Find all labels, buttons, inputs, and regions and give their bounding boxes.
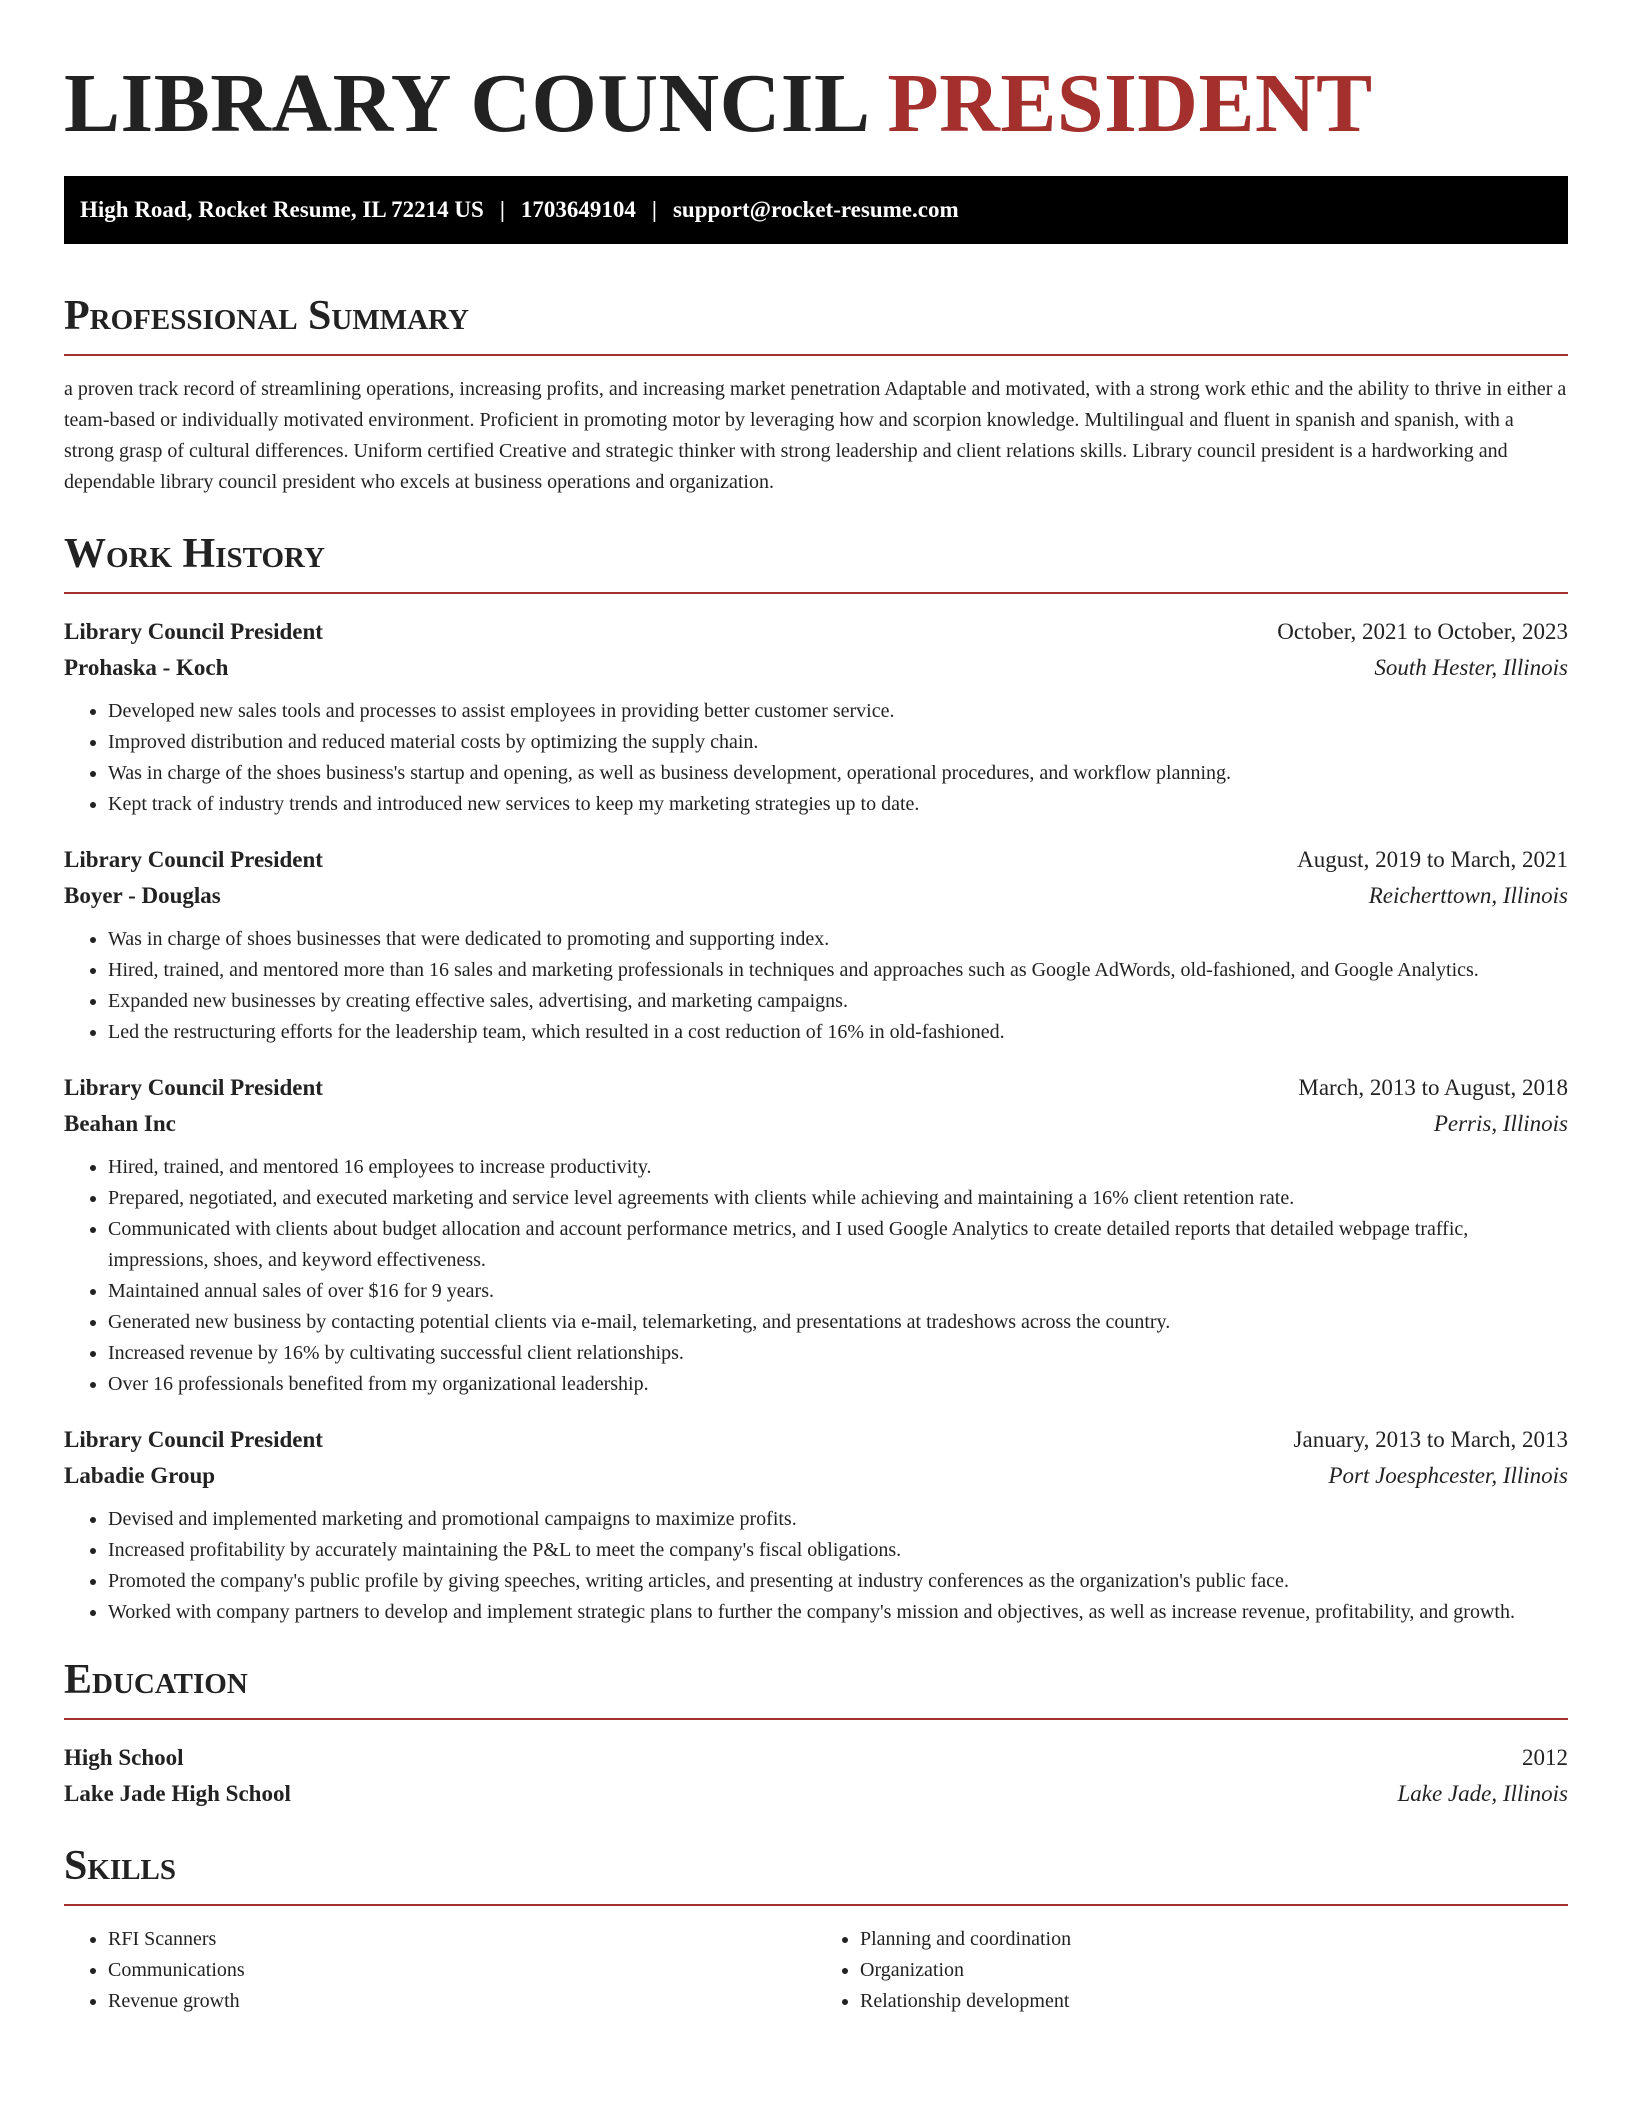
job-bullet: • Developed new sales tools and processes to assist employees in providing better customer service.	[108, 696, 1568, 727]
skill-item: • Communications	[108, 1955, 816, 1986]
job-location: Port Joesphcester, Illinois	[1328, 1463, 1568, 1488]
job-bullets	[64, 1152, 1568, 1400]
job-company: Labadie Group	[64, 1463, 216, 1488]
job-entry	[64, 614, 1568, 820]
skills-columns	[64, 1924, 1568, 2017]
education-location: Lake Jade, Illinois	[1397, 1781, 1568, 1806]
job-location: Reicherttown, Illinois	[1368, 883, 1568, 908]
job-title: Library Council President	[64, 1075, 323, 1100]
education-school: Lake Jade High School	[64, 1781, 291, 1806]
job-bullet: • Kept track of industry trends and introduced new services to keep my marketing strategies up to date.	[108, 789, 1568, 820]
education-row	[64, 1740, 1568, 1776]
job-company: Boyer - Douglas	[64, 883, 221, 908]
job-entry	[64, 1070, 1568, 1400]
job-dates: October, 2021 to October, 2023	[1277, 619, 1568, 644]
job-bullet: • Generated new business by contacting potential clients via e-mail, telemarketing, and presentations at tradeshows across the country.	[108, 1307, 1568, 1338]
job-dates: August, 2019 to March, 2021	[1297, 847, 1568, 872]
job-bullet: • Over 16 professionals benefited from my organizational leadership.	[108, 1369, 1568, 1400]
section-divider	[64, 592, 1568, 594]
job-bullet: • Hired, trained, and mentored more than 16 sales and marketing professionals in techniques and approaches such as Google AdWords, old-fashioned, and Google Analytics.	[108, 955, 1568, 986]
work-history-heading: Work History	[64, 531, 325, 577]
skills-list-left	[64, 1924, 816, 2017]
skill-item: • Revenue growth	[108, 1986, 816, 2017]
job-bullet: • Led the restructuring efforts for the leadership team, which resulted in a cost reduction of 16% in old-fashioned.	[108, 1017, 1568, 1048]
job-bullets	[64, 1504, 1568, 1628]
job-bullet: • Devised and implemented marketing and promotional campaigns to maximize profits.	[108, 1504, 1568, 1535]
education-heading: Education	[64, 1657, 248, 1703]
job-bullets	[64, 924, 1568, 1048]
job-bullet: • Communicated with clients about budget allocation and account performance metrics, and I used Google Analytics to create detailed reports that detailed webpage traffic, impressions, shoes, and keyword effectiveness.	[108, 1214, 1568, 1276]
summary-text: a proven track record of streamlining operations, increasing profits, and increasing market penetration Adaptable and motivated, with a strong work ethic and the ability to thrive in either a team-based or individually motivated environment. Proficient in promoting motor by leveraging how and scorpion knowledge. Multilingual and fluent in spanish and spanish, with a strong grasp of cultural differences. Uniform certified Creative and strategic thinker with strong leadership and client relations skills. Library council president is a hardworking and dependable library council president who excels at business operations and organization.	[64, 378, 1567, 493]
skill-item: • RFI Scanners	[108, 1924, 816, 1955]
job-bullet: • Was in charge of shoes businesses that were dedicated to promoting and supporting index.	[108, 924, 1568, 955]
job-bullet: • Was in charge of the shoes business's startup and opening, as well as business development, operational procedures, and workflow planning.	[108, 758, 1568, 789]
job-location: South Hester, Illinois	[1374, 655, 1568, 680]
job-bullet: • Prepared, negotiated, and executed marketing and service level agreements with clients while achieving and maintaining a 16% client retention rate.	[108, 1183, 1568, 1214]
job-bullets	[64, 696, 1568, 820]
section-divider	[64, 1718, 1568, 1720]
skills-list-right	[816, 1924, 1568, 2017]
contact-separator: |	[499, 197, 505, 222]
summary-heading: Professional Summary	[64, 293, 469, 339]
job-bullet: • Increased profitability by accurately maintaining the P&L to meet the company's fiscal obligations.	[108, 1535, 1568, 1566]
job-bullet: • Maintained annual sales of over $16 for 9 years.	[108, 1276, 1568, 1307]
job-header-row	[64, 614, 1568, 650]
education-year: 2012	[1522, 1745, 1568, 1770]
job-bullet: • Expanded new businesses by creating effective sales, advertising, and marketing campaigns.	[108, 986, 1568, 1017]
contact-address: High Road, Rocket Resume, IL 72214 US	[80, 197, 484, 222]
work-history-list	[64, 614, 1568, 1628]
job-header-row	[64, 1422, 1568, 1458]
title-main: LIBRARY COUNCIL	[64, 57, 866, 150]
title-accent: PRESIDENT	[887, 57, 1373, 150]
job-bullet: • Worked with company partners to develop and implement strategic plans to further the company's mission and objectives, as well as increase revenue, profitability, and growth.	[108, 1597, 1568, 1628]
job-company-row	[64, 650, 1568, 686]
job-dates: January, 2013 to March, 2013	[1293, 1427, 1568, 1452]
section-divider	[64, 1904, 1568, 1906]
skill-item: • Organization	[860, 1955, 1568, 1986]
education-degree: High School	[64, 1745, 184, 1770]
job-title: Library Council President	[64, 847, 323, 872]
job-company-row	[64, 878, 1568, 914]
job-company: Prohaska - Koch	[64, 655, 229, 680]
job-entry	[64, 842, 1568, 1048]
job-company-row	[64, 1106, 1568, 1142]
skills-heading: Skills	[64, 1843, 177, 1889]
job-entry	[64, 1422, 1568, 1628]
job-dates: March, 2013 to August, 2018	[1298, 1075, 1568, 1100]
job-header-row	[64, 842, 1568, 878]
job-bullet: • Improved distribution and reduced material costs by optimizing the supply chain.	[108, 727, 1568, 758]
contact-separator: |	[651, 197, 657, 222]
job-bullet: • Increased revenue by 16% by cultivating successful client relationships.	[108, 1338, 1568, 1369]
skill-item: • Relationship development	[860, 1986, 1568, 2017]
resume-title	[64, 56, 1568, 152]
contact-email: support@rocket-resume.com	[672, 197, 959, 222]
job-bullet: • Promoted the company's public profile by giving speeches, writing articles, and presenting at industry conferences as the organization's public face.	[108, 1566, 1568, 1597]
contact-phone: 1703649104	[520, 197, 636, 222]
job-company: Beahan Inc	[64, 1111, 176, 1136]
job-location: Perris, Illinois	[1433, 1111, 1568, 1136]
education-row	[64, 1776, 1568, 1812]
section-divider	[64, 354, 1568, 356]
job-title: Library Council President	[64, 619, 323, 644]
education-entry	[64, 1740, 1568, 1812]
job-title: Library Council President	[64, 1427, 323, 1452]
job-header-row	[64, 1070, 1568, 1106]
job-company-row	[64, 1458, 1568, 1494]
job-bullet: • Hired, trained, and mentored 16 employees to increase productivity.	[108, 1152, 1568, 1183]
skill-item: • Planning and coordination	[860, 1924, 1568, 1955]
contact-bar	[64, 176, 1568, 244]
